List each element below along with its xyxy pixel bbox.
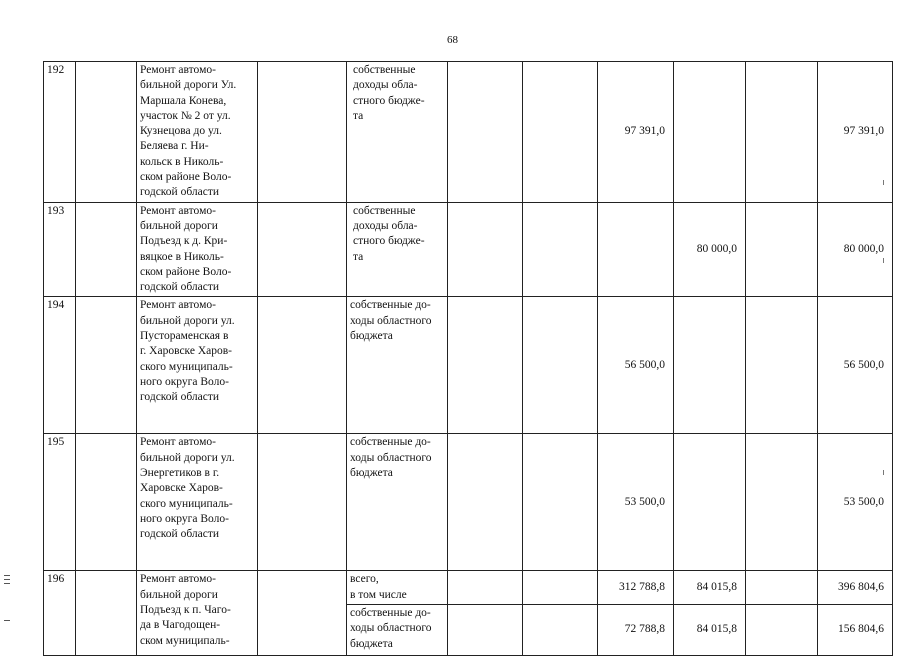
scan-artifact (883, 470, 884, 475)
amount-year-1 (598, 202, 674, 297)
row-number: 196 (44, 571, 76, 656)
empty-cell (76, 62, 137, 203)
amount-total: 396 804,6 (818, 571, 893, 605)
empty-cell (746, 62, 818, 203)
empty-cell (448, 434, 523, 571)
empty-cell (258, 297, 347, 434)
empty-cell (448, 297, 523, 434)
empty-cell (448, 605, 523, 656)
empty-cell (76, 571, 137, 656)
amount-year-2: 80 000,0 (674, 202, 746, 297)
object-name: Ремонт автомо- бильной дороги Ул. Маршала Конева, участок № 2 от ул. Кузнецова до ул. Беляева г. Ни- кольск в Николь- ском районе Воло- годской области (137, 62, 258, 203)
empty-cell (258, 202, 347, 297)
row-number: 193 (44, 202, 76, 297)
empty-cell (258, 434, 347, 571)
amount-year-1: 56 500,0 (598, 297, 674, 434)
funding-source: собственные доходы обла- стного бюдже- та (347, 62, 448, 203)
empty-cell (746, 297, 818, 434)
scan-artifact (883, 258, 884, 263)
binding-mark (4, 575, 10, 576)
object-name: Ремонт автомо- бильной дороги ул. Пустораменская в г. Харовске Харов- ского муниципаль- ного округа Воло- годской области (137, 297, 258, 434)
table-row (44, 62, 893, 203)
funding-source: собственные до- ходы областного бюджета (347, 297, 448, 434)
amount-year-2: 84 015,8 (674, 605, 746, 656)
amount-year-1: 53 500,0 (598, 434, 674, 571)
empty-cell (448, 202, 523, 297)
empty-cell (76, 297, 137, 434)
object-name: Ремонт автомо- бильной дороги Подъезд к п. Чаго- да в Чагодощен- ском муниципаль- (137, 571, 258, 656)
empty-cell (746, 202, 818, 297)
binding-mark (4, 583, 10, 584)
object-name: Ремонт автомо- бильной дороги Подъезд к д. Кри- вяцкое в Николь- ском районе Воло- годской области (137, 202, 258, 297)
table-row (44, 571, 893, 605)
empty-cell (746, 571, 818, 605)
scan-artifact (883, 180, 884, 185)
funding-source: собственные до- ходы областного бюджета (347, 605, 448, 656)
funding-source-total: всего, в том числе (347, 571, 448, 605)
empty-cell (523, 571, 598, 605)
empty-cell (76, 202, 137, 297)
table-row (44, 202, 893, 297)
empty-cell (448, 571, 523, 605)
amount-year-2 (674, 297, 746, 434)
empty-cell (523, 297, 598, 434)
funding-source: собственные до- ходы областного бюджета (347, 434, 448, 571)
empty-cell (258, 571, 347, 656)
amount-year-1: 312 788,8 (598, 571, 674, 605)
amount-total: 97 391,0 (818, 62, 893, 203)
empty-cell (746, 434, 818, 571)
empty-cell (258, 62, 347, 203)
empty-cell (448, 62, 523, 203)
amount-total: 156 804,6 (818, 605, 893, 656)
amount-year-1: 97 391,0 (598, 62, 674, 203)
row-number: 195 (44, 434, 76, 571)
empty-cell (523, 202, 598, 297)
budget-table (43, 61, 893, 656)
table-row (44, 434, 893, 571)
amount-year-1: 72 788,8 (598, 605, 674, 656)
row-number: 194 (44, 297, 76, 434)
binding-mark (4, 579, 10, 580)
amount-total: 56 500,0 (818, 297, 893, 434)
binding-mark (4, 620, 10, 621)
empty-cell (523, 62, 598, 203)
amount-year-2: 84 015,8 (674, 571, 746, 605)
amount-total: 53 500,0 (818, 434, 893, 571)
empty-cell (746, 605, 818, 656)
amount-year-2 (674, 62, 746, 203)
object-name: Ремонт автомо- бильной дороги ул. Энергетиков в г. Харовске Харов- ского муниципаль- ного округа Воло- годской области (137, 434, 258, 571)
empty-cell (523, 434, 598, 571)
amount-total: 80 000,0 (818, 202, 893, 297)
empty-cell (76, 434, 137, 571)
empty-cell (523, 605, 598, 656)
page-number: 68 (447, 34, 458, 46)
row-number: 192 (44, 62, 76, 203)
funding-source: собственные доходы обла- стного бюдже- та (347, 202, 448, 297)
table-row (44, 297, 893, 434)
amount-year-2 (674, 434, 746, 571)
